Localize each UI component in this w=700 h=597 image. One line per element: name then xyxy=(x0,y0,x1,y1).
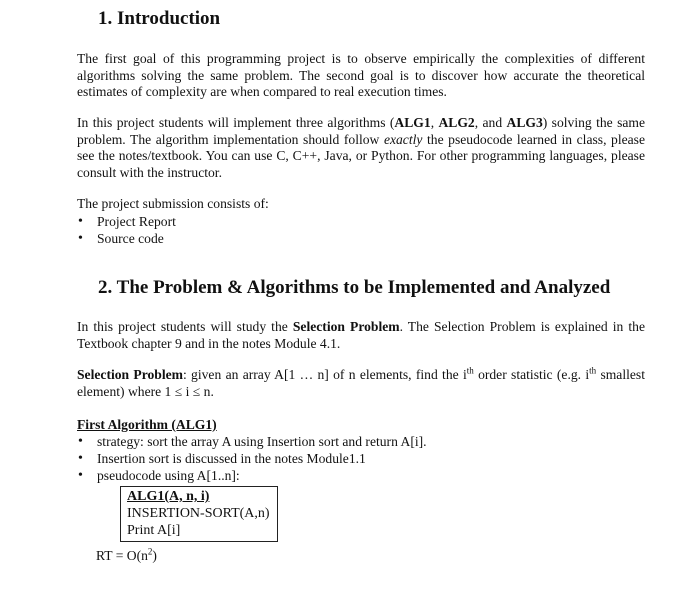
first-algorithm-title: First Algorithm (ALG1) xyxy=(77,417,217,432)
submission-intro: The project submission consists of: xyxy=(77,196,269,211)
submission-list xyxy=(77,213,176,247)
pseudocode-line: INSERTION-SORT(A,n) xyxy=(127,506,270,521)
section-2-heading: 2. The Problem & Algorithms to be Implemented and Analyzed xyxy=(98,277,611,298)
alg1-list xyxy=(77,433,427,484)
intro-paragraph-1: The first goal of this programming project is to observe empirically the complexities of different algorithms solving the same problem. The second goal is to discover how accurate the theoretical estimates of complexity are when compared to real execution times. xyxy=(77,51,645,99)
list-item: • pseudocode using A[1..n]: xyxy=(77,467,427,484)
list-item: • Insertion sort is discussed in the notes Module1.1 xyxy=(77,450,427,467)
pseudocode-header: ALG1(A, n, i) xyxy=(127,489,210,504)
list-item: • strategy: sort the array A using Insertion sort and return A[i]. xyxy=(77,433,427,450)
list-item: • Project Report xyxy=(77,213,176,230)
pseudocode-box xyxy=(120,486,278,542)
section-1-heading: 1. Introduction xyxy=(98,8,221,29)
running-time: RT = $O(n^2)$ xyxy=(96,546,157,563)
list-item: • Source code xyxy=(77,230,176,247)
problem-paragraph: In this project students will study the Selection Problem. The Selection Problem is explained in the Textbook chapter 9 and in the notes Module 4.1. xyxy=(77,319,645,351)
intro-paragraph-2: In this project students will implement three algorithms (ALG1, ALG2, and ALG3) solving the same problem. The algorithm implementation should follow exactly the pseudocode learned in class, please see the notes/textbook. You can use C, C++, Java, or Python. For other programming languages, please consult with the instructor. xyxy=(77,115,646,180)
pseudocode-line: Print A[i] xyxy=(127,523,181,538)
selection-problem-definition: Selection Problem: given an array A[1 … n] of n elements, find the $i^{th}$ order statistic (e.g. $i^{th}$ smallest element) where 1 ≤ i ≤ n. xyxy=(77,365,645,399)
